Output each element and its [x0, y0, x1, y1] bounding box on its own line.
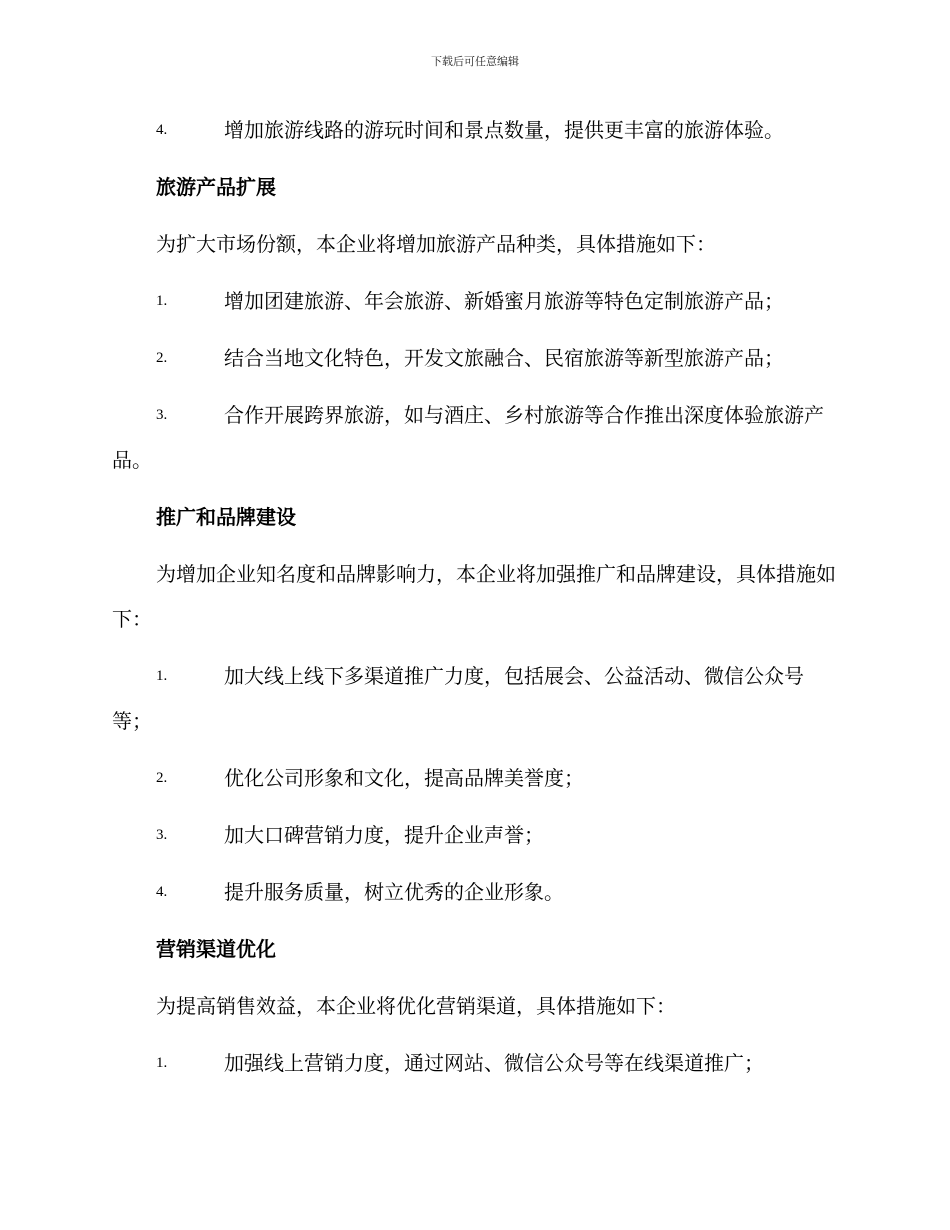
list-number: 1.	[156, 1055, 168, 1071]
list-item	[112, 813, 836, 858]
list-number: 2.	[156, 350, 168, 366]
list-number: 1.	[156, 668, 168, 684]
section-heading-product-expansion: 旅游产品扩展	[156, 175, 276, 199]
section-heading-channel-optimization: 营销渠道优化	[156, 937, 276, 961]
list-text: 加大口碑营销力度，提升企业声誉；	[224, 823, 544, 847]
list-text: 增加团建旅游、年会旅游、新婚蜜月旅游等特色定制旅游产品；	[224, 289, 784, 313]
list-text: 结合当地文化特色，开发文旅融合、民宿旅游等新型旅游产品；	[224, 346, 784, 370]
document-body	[112, 108, 836, 1098]
paragraph: 为增加企业知名度和品牌影响力，本企业将加强推广和品牌建设，具体措施如下：	[112, 562, 836, 631]
list-item	[112, 279, 836, 324]
list-number: 1.	[156, 293, 168, 309]
list-item	[112, 756, 836, 801]
list-item	[112, 108, 836, 153]
paragraph: 为提高销售效益，本企业将优化营销渠道，具体措施如下：	[156, 994, 676, 1018]
list-number: 2.	[156, 770, 168, 786]
list-text: 加大线上线下多渠道推广力度，包括展会、公益活动、微信公众号等；	[112, 664, 804, 733]
list-item	[112, 393, 836, 483]
list-item	[112, 1041, 836, 1086]
section-heading-promotion-branding: 推广和品牌建设	[156, 505, 296, 529]
list-item	[112, 654, 836, 744]
list-number: 3.	[156, 407, 168, 423]
list-text: 提升服务质量，树立优秀的企业形象。	[224, 880, 564, 904]
list-item	[112, 870, 836, 915]
list-text: 合作开展跨界旅游，如与酒庄、乡村旅游等合作推出深度体验旅游产品。	[112, 403, 824, 472]
list-item	[112, 336, 836, 381]
list-text: 加强线上营销力度，通过网站、微信公众号等在线渠道推广；	[224, 1051, 764, 1075]
page-header: 下载后可任意编辑	[431, 55, 519, 68]
list-number: 4.	[156, 884, 168, 900]
list-text: 增加旅游线路的游玩时间和景点数量，提供更丰富的旅游体验。	[224, 118, 784, 142]
paragraph: 为扩大市场份额，本企业将增加旅游产品种类，具体措施如下：	[156, 232, 716, 256]
list-text: 优化公司形象和文化，提高品牌美誉度；	[224, 766, 584, 790]
list-number: 3.	[156, 827, 168, 843]
list-number: 4.	[156, 122, 168, 138]
